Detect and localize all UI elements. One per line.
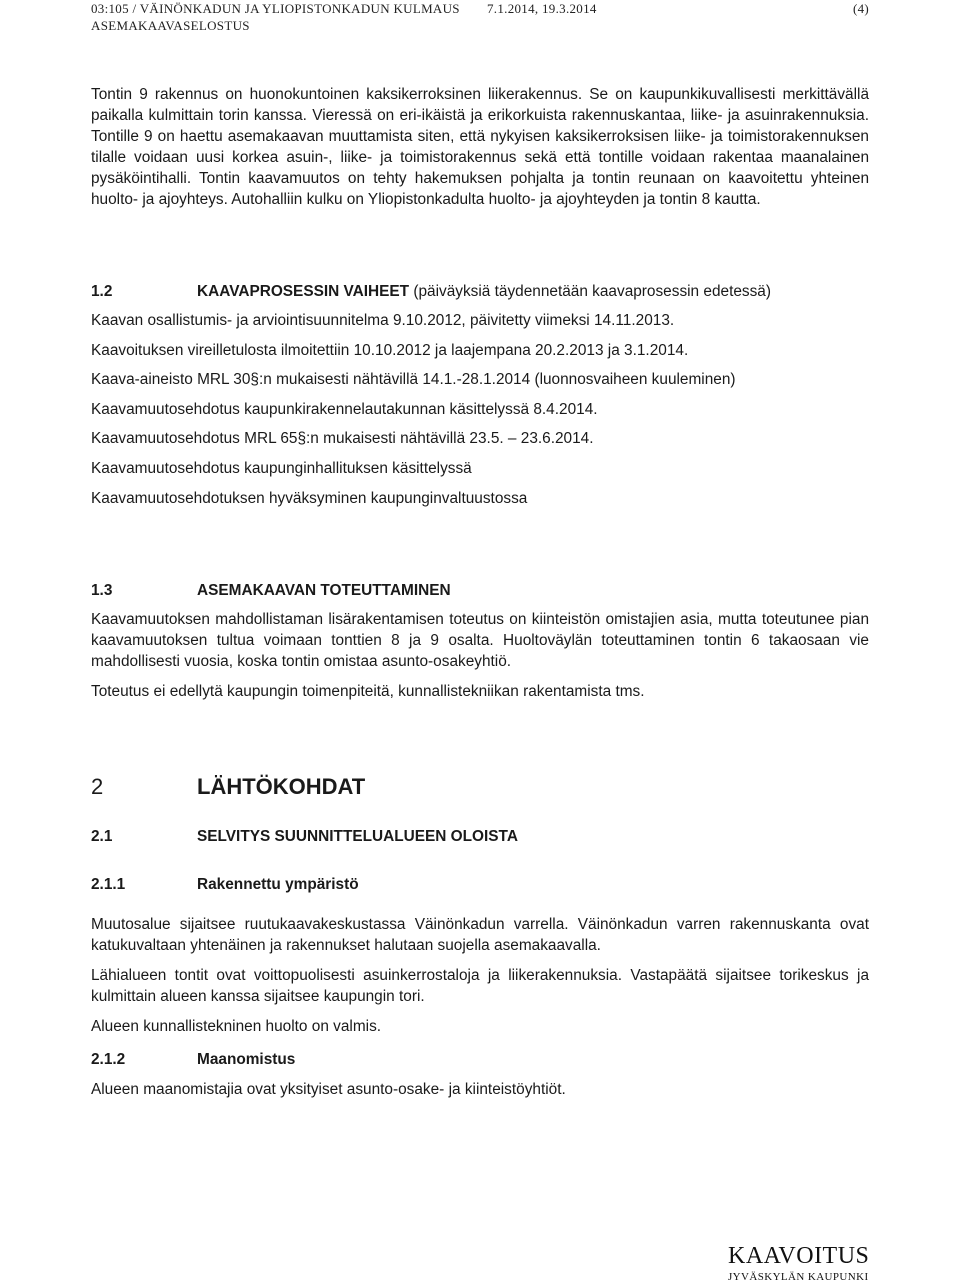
- paragraph: Kaavamuutoksen mahdollistaman lisärakentamisen toteutus on kiinteistön omistajien asia, mutta toteutunee pian kaavamuutoksen tultua voimaan tonttien 8 ja 9 osalta. Huoltoväylän toteuttaminen tontin 6 takaosaan vie mahdollisesti vuosia, koska tontin omistaa asunto-osakeyhtiö.: [91, 611, 869, 670]
- chapter-number: 2: [91, 774, 104, 799]
- section-title: Maanomistus: [197, 1051, 296, 1068]
- chapter-title: LÄHTÖKOHDAT: [197, 774, 366, 799]
- section-number: 2.1.1: [91, 876, 126, 893]
- process-steps-list: [91, 310, 869, 509]
- section-2-1-2-heading: [91, 1049, 869, 1070]
- intro-paragraph: Tontin 9 rakennus on huonokuntoinen kaksikerroksinen liikerakennus. Se on kaupunkikuvallisesti merkittävällä paikalla kulmittain torin kanssa. Vieressä on eri-ikäistä ja erikorkuista rakennuskantaa, liike- ja asuinrakennuksia. Tontille 9 on haettu asemakaavan muuttamista siten, että nykyisen kaksikerroksisen liike- ja toimistorakennuksen tilalle voidaan uusi korkea asuin-, liike- ja toimistorakennus sekä että tontille voidaan rakentaa maanalainen pysäköintihalli. Tontin kaavamuutos on tehty hakemuksen pohjalta ja tontin reunaan on kaavoitettu yhteinen huolto- ja ajoyhteys. Autohalliin kulku on Yliopistonkadulta huolto- ja ajoyhteyden ja tontin 8 kautta.: [91, 86, 869, 208]
- list-item: Kaavamuutosehdotus MRL 65§:n mukaisesti nähtävillä 23.5. – 23.6.2014.: [91, 430, 594, 447]
- list-item: Kaavan osallistumis- ja arviointisuunnitelma 9.10.2012, päivitetty viimeksi 14.11.2013.: [91, 312, 675, 329]
- paragraph: Muutosalue sijaitsee ruutukaavakeskustassa Väinönkadun varrella. Väinönkadun varren rakennuskanta ovat katukuvaltaan yhtenäinen ja rakennukset halutaan suojella asemakaavalla.: [91, 916, 869, 954]
- chapter-2-heading: [91, 773, 869, 801]
- page-header: [91, 0, 869, 34]
- section-title: Rakennettu ympäristö: [197, 876, 359, 893]
- kaavoitus-logo: [728, 1243, 878, 1283]
- section-number: 1.3: [91, 582, 113, 599]
- section-number: 2.1: [91, 828, 113, 845]
- paragraph: Alueen maanomistajia ovat yksityiset asunto-osake- ja kiinteistöyhtiöt.: [91, 1081, 566, 1098]
- section-number: 2.1.2: [91, 1051, 126, 1068]
- paragraph: Lähialueen tontit ovat voittopuolisesti asuinkerrostaloja ja liikerakennuksia. Vastapäätä sijaitsee torikeskus ja kulmittain alueen kanssa sijaitsee kaupungin tori.: [91, 967, 869, 1005]
- list-item: Kaavoituksen vireilletulosta ilmoitettiin 10.10.2012 ja laajempana 20.2.2013 ja 3.1.2014.: [91, 341, 689, 359]
- paragraph: Alueen kunnallistekninen huolto on valmis.: [91, 1018, 382, 1035]
- list-item: Kaava-aineisto MRL 30§:n mukaisesti nähtävillä 14.1.-28.1.2014 (luonnosvaiheen kuuleminen): [91, 371, 736, 388]
- section-title: KAAVAPROSESSIN VAIHEET: [197, 283, 410, 300]
- section-title: ASEMAKAAVAN TOTEUTTAMINEN: [197, 582, 451, 599]
- document-reference: 03:105 / VÄINÖNKADUN JA YLIOPISTONKADUN KULMAUS: [91, 1, 460, 16]
- logo-city: JYVÄSKYLÄN KAUPUNKI: [728, 1271, 869, 1283]
- document-body: [91, 84, 869, 1100]
- list-item: Kaavamuutosehdotus kaupunginhallituksen käsittelyssä: [91, 459, 472, 477]
- document-dates: 7.1.2014, 19.3.2014: [487, 1, 597, 16]
- section-2-1-heading: [91, 826, 869, 847]
- section-2-1-1-heading: [91, 874, 869, 895]
- section-number: 1.2: [91, 283, 113, 300]
- section-title: SELVITYS SUUNNITTELUALUEEN OLOISTA: [197, 828, 518, 845]
- section-1-2-heading: [91, 281, 869, 302]
- page-number: (4): [852, 1, 869, 16]
- section-note: (päiväyksiä täydennetään kaavaprosessin edetessä): [413, 283, 771, 300]
- logo-brand: KAAVOITUS: [728, 1243, 870, 1269]
- list-item: Kaavamuutosehdotus kaupunkirakennelautakunnan käsittelyssä 8.4.2014.: [91, 400, 598, 418]
- document-type: ASEMAKAAVASELOSTUS: [91, 18, 250, 33]
- section-1-3-heading: [91, 580, 869, 601]
- list-item: Kaavamuutosehdotuksen hyväksyminen kaupunginvaltuustossa: [91, 489, 528, 507]
- paragraph: Toteutus ei edellytä kaupungin toimenpiteitä, kunnallistekniikan rakentamista tms.: [91, 683, 645, 700]
